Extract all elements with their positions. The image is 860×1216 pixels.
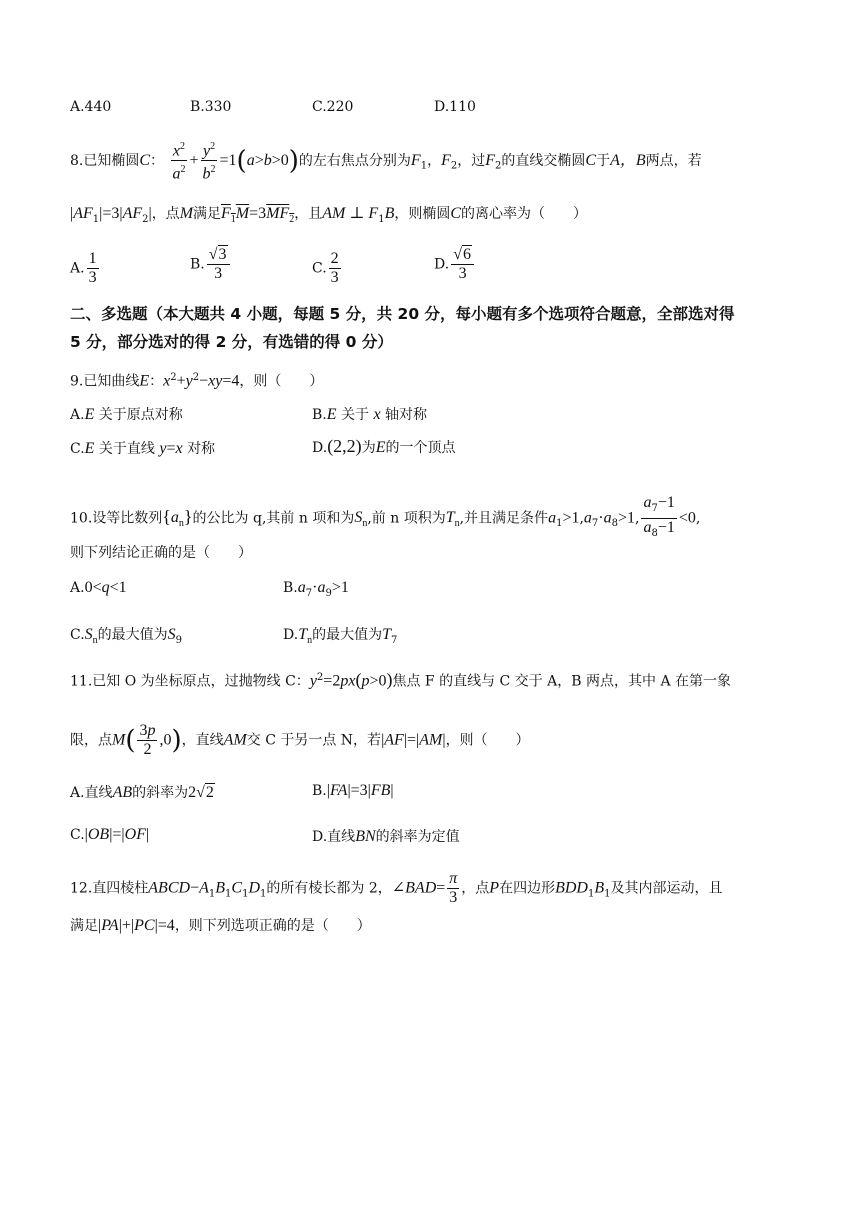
q7-option-b: B.330: [190, 99, 232, 115]
section-heading-line1: 二、多选题（本大题共 4 小题，每题 5 分，共 20 分，每小题有多个选项符合题意，全部选对得: [70, 305, 735, 323]
q9-option-c: C.E 关于直线 y=x 对称: [70, 440, 216, 457]
q11-option-b: B.|FA|=3|FB|: [312, 782, 394, 799]
q11-option-a: A.直线AB的斜率为2√2: [70, 784, 214, 801]
q12-stem-line2: 满足|PA|+|PC|=4，则下列选项正确的是（ ）: [70, 917, 371, 934]
fraction: $\frac{x^2}{a^2}$: [170, 138, 187, 184]
q9-option-d: D.(2,2)为E的一个顶点: [312, 436, 456, 456]
q8-option-b: B. $\frac{√3}{3}$: [190, 246, 232, 283]
q8-stem-line1: 8.已知椭圆C： $\frac{x^2}{a^2}$ + $\frac{y^2}{b^2}$ =1(a>b>0)的左右焦点分别为$F_1$，$F_2$，过$F_2$的直线交椭圆C于A，B两点，若: [70, 138, 702, 184]
q10-option-b: $B.a_7\cdot a_9>1$: [283, 579, 349, 599]
fraction: $\frac{y^2}{b^2}$: [201, 138, 218, 184]
q9-stem: 9.已知曲线E：$x^2+y^2-xy=4$，则（ ）: [70, 372, 324, 390]
q9-option-b: B.E 关于 x 轴对称: [312, 406, 427, 423]
q11-option-d: D.直线BN的斜率为定值: [312, 828, 460, 845]
q12-stem-line1: 12.直四棱柱$ABCD-A_1B_1C_1D_1$的所有棱长都为 2，∠BAD= $\frac{\pi}{3}$ ，点P在四边形$BDD_1B_1$及其内部运动，且: [70, 870, 723, 906]
q10-option-c: $C.S_n$的最大值为$S_9$: [70, 626, 183, 647]
q10-option-a: A.0<q<1: [70, 579, 127, 596]
q8-stem-line2: $|AF_1|=3|AF_2|$，点M满足$F_1M=3MF_2$，且AM ⊥ $F_1B$，则椭圆C的离心率为（ ）: [70, 205, 588, 226]
q7-option-d: D.110: [434, 99, 476, 115]
q7-option-c: C.220: [312, 99, 354, 115]
q10-option-d: $D.T_n$的最大值为$T_7$: [283, 626, 398, 647]
q11-stem-line1: 11.已知 O 为坐标原点，过抛物线 C：$y^2=2px(p>0)$焦点 F 的直线与 C 交于 A，B 两点，其中 A 在第一象: [70, 669, 732, 690]
q7-option-a: A.440: [70, 99, 112, 115]
section-heading-line2: 5 分，部分选对的得 2 分，有选错的得 0 分）: [70, 333, 393, 351]
q10-stem-line1: 10.设等比数列$\{a_n\}$的公比为 q,其前 n 项和为$S_n$,前 n 项积为$T_n$,并且满足条件$a_1>1,a_7\cdot a_8>1$, $\frac{a_7-1}{a_8-1}$ <0,: [70, 494, 701, 539]
q8-option-d: D. $\frac{√6}{3}$: [434, 246, 476, 283]
q10-stem-line2: 则下列结论正确的是（ ）: [70, 545, 252, 561]
q8-option-c: C. $\frac{2}{3}$: [312, 250, 339, 286]
q11-option-c: C.|OB|=|OF|: [70, 826, 150, 843]
q9-option-a: A.E 关于原点对称: [70, 406, 183, 423]
q8-option-a: A. $\frac{1}{3}$: [70, 250, 97, 286]
q11-stem-line2: 限，点M( $\frac{3p}{2}$ ,0)，直线AM交 C 于另一点 N，若|AF|=|AM|，则（ ）: [70, 722, 530, 758]
